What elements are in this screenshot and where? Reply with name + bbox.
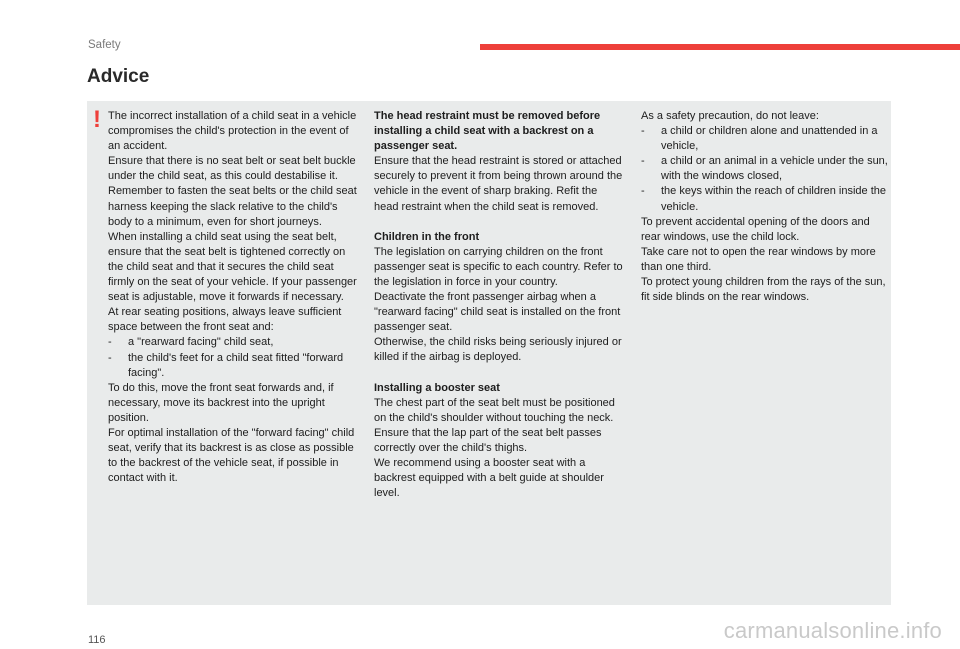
paragraph: For optimal installation of the "forward facing" child seat, verify that its backrest is as close as possible to the backrest of the vehicle seat, if possible in contact with it. — [108, 426, 355, 485]
paragraph: Deactivate the front passenger airbag when a "rearward facing" child seat is installed on the front passenger seat. — [374, 291, 621, 334]
paragraph: Ensure that there is no seat belt or seat belt buckle under the child seat, as this could destabilise it. — [108, 155, 356, 183]
block-heading: The head restraint must be removed before installing a child seat with a backrest on a passenger seat. — [374, 110, 601, 153]
watermark: carmanualsonline.info — [723, 618, 942, 643]
list-item: - a child or children alone and unattended in a vehicle, — [641, 125, 878, 153]
paragraph: Take care not to open the rear windows by more than one third. — [641, 245, 876, 273]
paragraph: The incorrect installation of a child seat in a vehicle compromises the child's protection in the event of an accident. — [108, 110, 357, 153]
list-item: - a child or an animal in a vehicle under the sun, with the windows closed, — [641, 155, 888, 183]
page-number: 116 — [88, 634, 106, 646]
paragraph: To prevent accidental opening of the doors and rear windows, use the child lock. — [641, 215, 870, 243]
paragraph: Ensure that the head restraint is stored or attached securely to prevent it from being thrown around the vehicle in the event of sharp braking. Refit the head restraint when the child seat is removed. — [374, 155, 623, 213]
block-heading: Installing a booster seat — [374, 381, 500, 394]
paragraph: As a safety precaution, do not leave: — [641, 110, 819, 122]
list-item: - the keys within the reach of children inside the vehicle. — [641, 185, 887, 213]
block-heading: Children in the front — [374, 230, 480, 243]
paragraph: To do this, move the front seat forwards and, if necessary, move its backrest into the upright position. — [108, 381, 334, 424]
paragraph: Ensure that the lap part of the seat belt passes correctly over the child's thighs. — [374, 426, 602, 454]
header-accent-bar — [480, 44, 960, 50]
paragraph: Remember to fasten the seat belts or the child seat harness keeping the slack relative to the child's body to a minimum, even for short journeys. — [108, 185, 357, 228]
warning-exclamation-icon: ! — [93, 106, 101, 133]
paragraph: The legislation on carrying children on the front passenger seat is specific to each country. Refer to the legislation in force in your country. — [374, 245, 623, 288]
paragraph: When installing a child seat using the seat belt, ensure that the seat belt is tightened correctly on the child seat and that it secures the child seat firmly on the seat of your vehicle. If your passenger seat is adjustable, move it forwards if necessary. — [108, 230, 357, 304]
paragraph: We recommend using a booster seat with a backrest equipped with a belt guide at shoulder level. — [374, 456, 604, 500]
paragraph: At rear seating positions, always leave sufficient space between the front seat and: — [108, 306, 342, 334]
column-1 — [108, 109, 358, 486]
column-2 — [374, 109, 624, 501]
paragraph: Otherwise, the child risks being seriously injured or killed if the airbag is deployed. — [374, 336, 622, 364]
list-item: - a "rearward facing" child seat, — [108, 336, 274, 349]
paragraph: To protect young children from the rays of the sun, fit side blinds on the rear windows. — [641, 276, 886, 304]
paragraph: The chest part of the seat belt must be positioned on the child's shoulder without touching the neck. — [374, 396, 615, 424]
column-3 — [641, 109, 891, 305]
page-title: Advice — [87, 66, 150, 87]
section-label: Safety — [88, 39, 121, 51]
list-item: - the child's feet for a child seat fitted "forward facing". — [108, 351, 344, 379]
